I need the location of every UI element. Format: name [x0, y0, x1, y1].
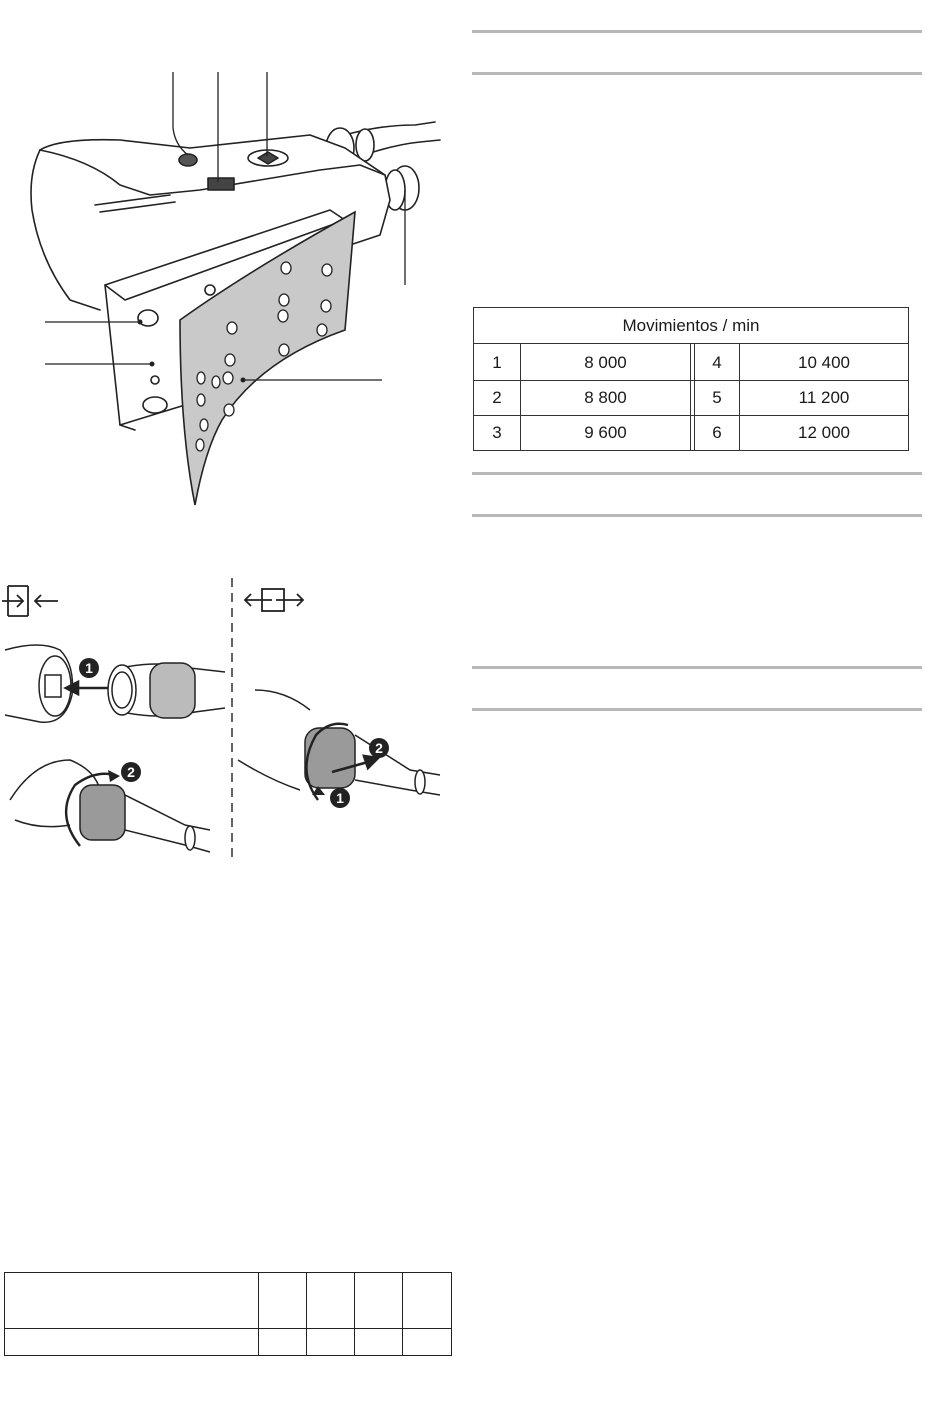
speed-level-cell: 1: [492, 353, 502, 372]
svg-text:2: 2: [375, 740, 383, 756]
speed-value-cell: 9 600: [584, 423, 627, 442]
disconnect-arrows-icon: [245, 589, 303, 611]
section-rule: [472, 72, 922, 75]
speed-value-cell: 8 800: [584, 388, 627, 407]
section-rule: [472, 666, 922, 669]
section-rule: [472, 30, 922, 33]
hose-connection-figure: [0, 570, 460, 870]
sander-illustration: [0, 60, 460, 520]
section-rule: [472, 514, 922, 517]
section-rule: [472, 708, 922, 711]
step-marker: [369, 738, 389, 758]
step-marker: [330, 788, 350, 808]
empty-table: [4, 1272, 452, 1356]
speed-value-cell: 11 200: [798, 388, 850, 407]
step-marker: [121, 762, 141, 782]
svg-text:1: 1: [336, 790, 344, 806]
speed-level-cell: 4: [712, 353, 722, 372]
speed-level-cell: 5: [712, 388, 722, 407]
speed-table: [473, 307, 909, 451]
speed-level-cell: 3: [492, 423, 502, 442]
speed-value-cell: 10 400: [798, 353, 850, 372]
speed-value-cell: 12 000: [798, 423, 850, 442]
speed-level-cell: 6: [712, 423, 722, 442]
speed-value-cell: 8 000: [584, 353, 627, 372]
speed-table-title: Movimientos / min: [474, 308, 908, 344]
speed-level-cell: 2: [492, 388, 502, 407]
step-marker: [79, 658, 99, 678]
connect-arrows-icon: [2, 586, 58, 616]
svg-text:2: 2: [127, 764, 135, 780]
section-rule: [472, 472, 922, 475]
svg-text:1: 1: [85, 660, 93, 676]
